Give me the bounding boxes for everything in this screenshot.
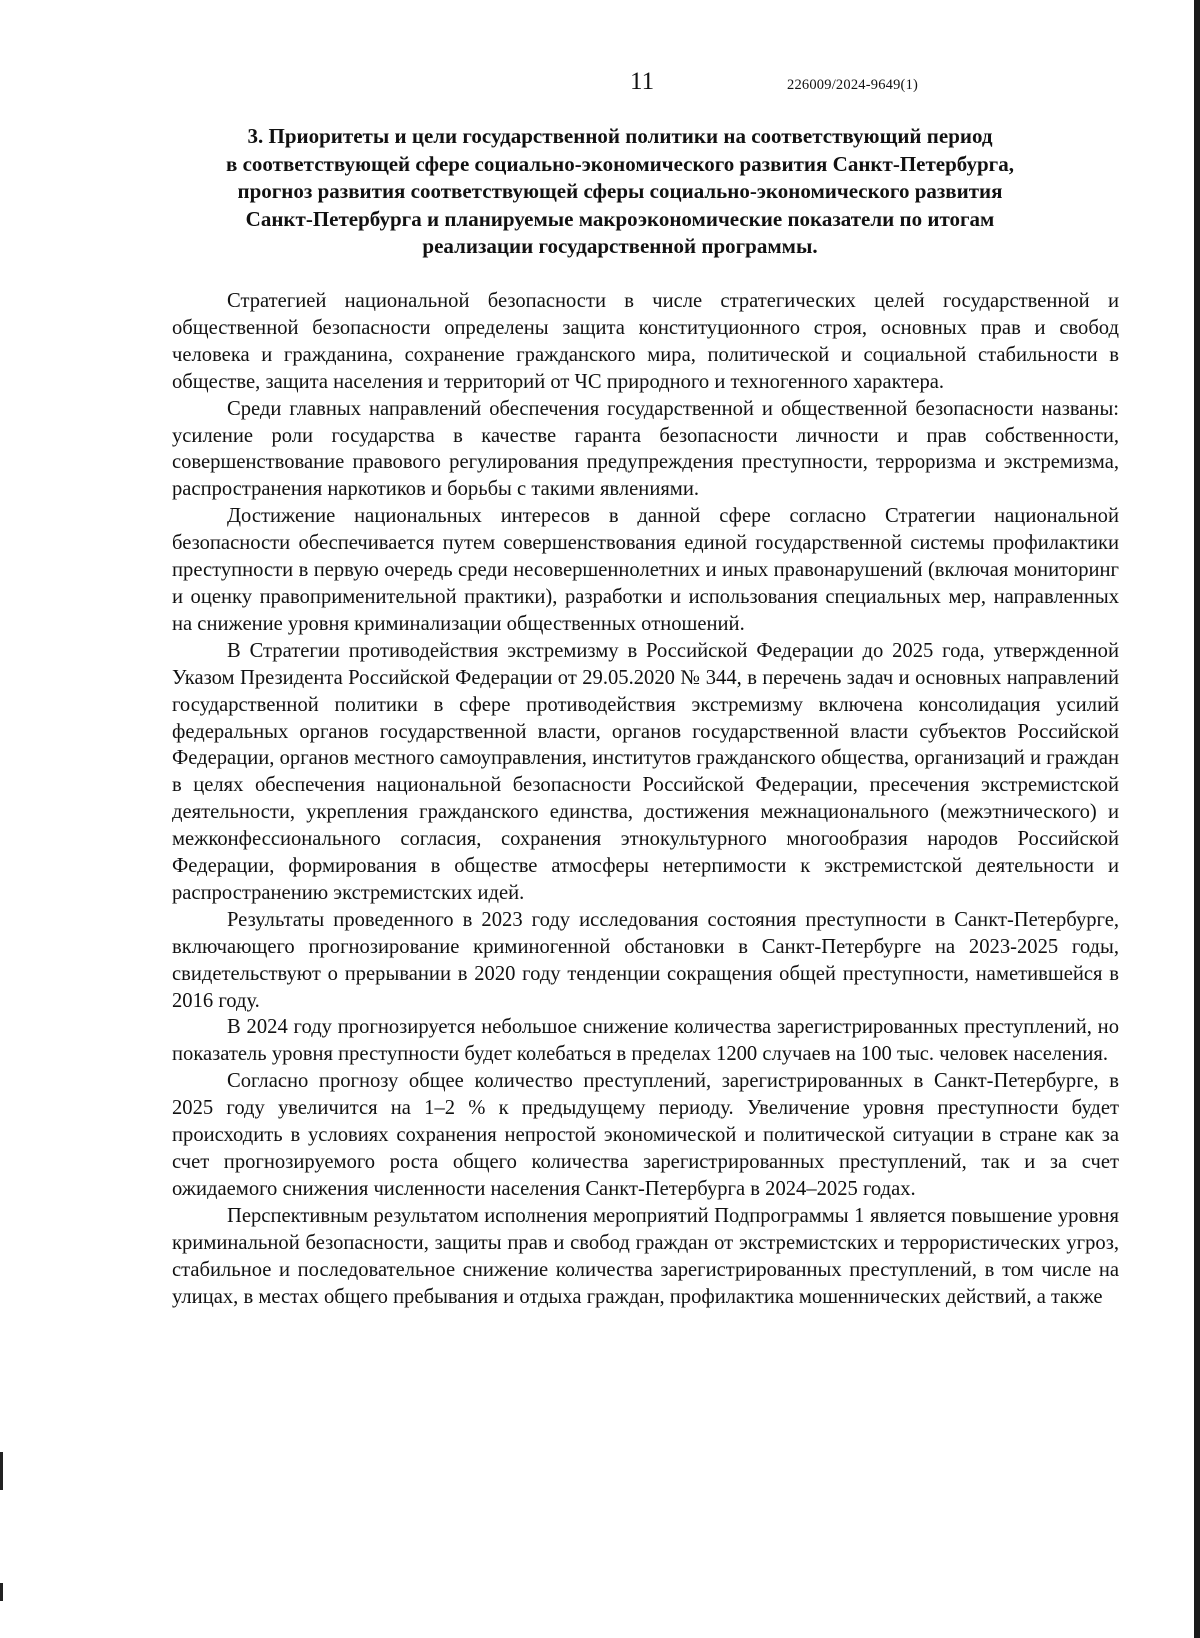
paragraph-subprogram-results: Перспективным результатом исполнения мероприятий Подпрограммы 1 является повышение уровня криминальной безопасности, защиты прав и свобод граждан от экстремистских и террористических угроз, стабильное и последовательное снижение количества зарегистрированных преступлений, в том числе на улицах, в местах общего пребывания и отдыха граждан, профилактика мошеннических действий, а также <box>172 1204 1119 1308</box>
page-number: 11 <box>630 68 655 95</box>
heading-line: прогноз развития соответствующей сферы социально-экономического развития <box>237 179 1003 203</box>
paragraph-main-directions: Среди главных направлений обеспечения государственной и общественной безопасности названы: усиление роли государства в качестве гаранта безопасности личности и прав собственности, совершенствование правового регулирования предупреждения преступности, терроризма и экстремизма, распространения наркотиков и борьбы с такими явлениями. <box>172 397 1119 501</box>
heading-line: Санкт-Петербурга и планируемые макроэкономические показатели по итогам <box>245 206 995 231</box>
scan-edge-right <box>1194 0 1200 1638</box>
paragraph-crime-study-results: Результаты проведенного в 2023 году исследования состояния преступности в Санкт-Петербурге, включающего прогнозирование криминогенной обстановки в Санкт-Петербурге на 2023-2025 годы, свидетельствуют о прерывании в 2020 году тенденции сокращения общей преступности, наметившейся в 2016 году. <box>172 908 1119 1012</box>
heading-line: в соответствующей сфере социально-экономического развития Санкт-Петербурга, <box>226 151 1014 176</box>
paragraph-2025-forecast: Согласно прогнозу общее количество преступлений, зарегистрированных в Санкт-Петербурге, в 2025 году увеличится на 1–2 % к предыдущему периоду. Увеличение уровня преступности будет происходить в условиях сохранения непростой экономической и политической ситуации в стране как за счет прогнозируемого роста общего количества зарегистрированных преступлений, так и за счет ожидаемого снижения численности населения Санкт-Петербурга в 2024–2025 годах. <box>172 1070 1119 1200</box>
paragraph-2024-forecast: В 2024 году прогнозируется небольшое снижение количества зарегистрированных преступлений, но показатель уровня преступности будет колебаться в пределах 1200 случаев на 100 тыс. человек населения. <box>172 1016 1119 1066</box>
section-heading <box>170 123 1070 261</box>
scan-mark-left <box>0 1583 3 1601</box>
document-body <box>172 288 1119 1310</box>
scan-mark-left <box>0 1452 3 1490</box>
paragraph-national-interests: Достижение национальных интересов в данной сфере согласно Стратегии национальной безопасности обеспечивается путем совершенствования единой государственной системы профилактики преступности в первую очередь среди несовершеннолетних и иных правонарушений (включая мониторинг и оценку правоприменительной практики), разработки и использования специальных мер, направленных на снижение уровня криминализации общественных отношений. <box>172 505 1119 635</box>
paragraph-counter-extremism-strategy: В Стратегии противодействия экстремизму в Российской Федерации до 2025 года, утвержденной Указом Президента Российской Федерации от 29.05.2020 № 344, в перечень задач и основных направлений государственной политики в сфере противодействия экстремизму включена консолидация усилий федеральных органов государственной власти, органов государственной власти субъектов Российской Федерации, органов местного самоуправления, институтов гражданского общества, организаций и граждан в целях обеспечения национальной безопасности Российской Федерации, пресечения экстремистской деятельности, укрепления гражданского единства, достижения межнационального (межэтнического) и межконфессионального согласия, сохранения этнокультурного многообразия народов Российской Федерации, формирования в обществе атмосферы нетерпимости к экстремистской деятельности и распространению экстремистских идей. <box>172 639 1119 904</box>
heading-line: реализации государственной программы. <box>422 234 818 258</box>
document-reference: 226009/2024-9649(1) <box>787 77 919 93</box>
paragraph-strategy-national-security: Стратегией национальной безопасности в числе стратегических целей государственной и общественной безопасности определены защита конституционного строя, основных прав и свобод человека и гражданина, сохранение гражданского мира, политической и социальной стабильности в обществе, защита населения и территорий от ЧС природного и техногенного характера. <box>172 290 1119 393</box>
heading-line: 3. Приоритеты и цели государственной политики на соответствующий период <box>247 124 993 148</box>
